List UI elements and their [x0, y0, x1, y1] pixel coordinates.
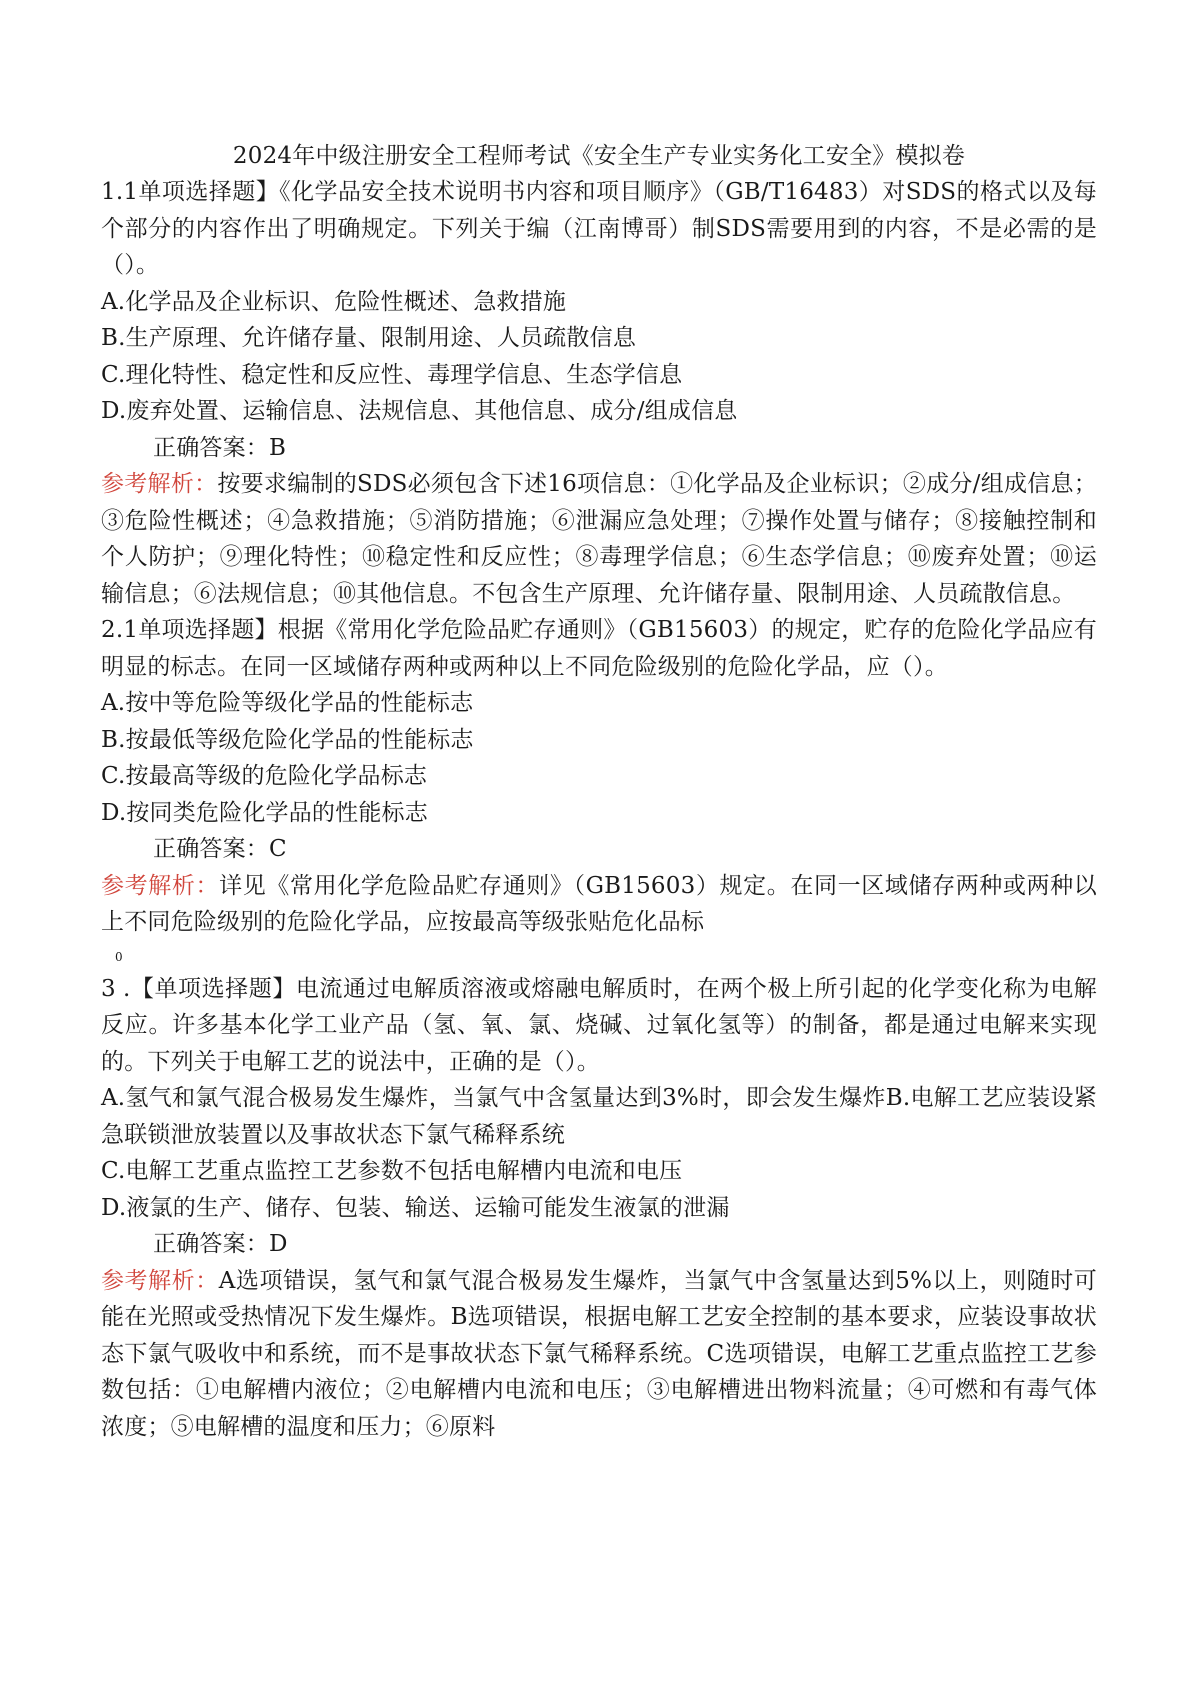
option-c: C.理化特性、稳定性和反应性、毒理学信息、生态学信息: [101, 361, 683, 388]
analysis: [101, 868, 1097, 941]
analysis: [101, 466, 1097, 612]
question-stem: 2.1单项选择题】根据《常用化学危险品贮存通则》（GB15603）的规定，贮存的危险化学品应有明显的标志。在同一区域储存两种或两种以上不同危险级别的危险化学品，应（）。: [101, 617, 1097, 680]
option-d: D.废弃处置、运输信息、法规信息、其他信息、成分/组成信息: [101, 398, 738, 424]
question-stem-text: .【单项选择题】电流通过电解质溶液或熔融电解质时，在两个极上所引起的化学变化称为电解反应。许多基本化学工业产品（氢、氧、氯、烧碱、过氧化氢等）的制备，都是通过电解来实现的。下列关于电解工艺的说法中，正确的是（）。: [101, 975, 1097, 1075]
analysis-text: 详见《常用化学危险品贮存通则》（GB15603）规定。在同一区域储存两种或两种以上不同危险级别的危险化学品，应按最高等级张贴危化品标: [101, 872, 1098, 935]
analysis-label: 参考解析：: [101, 872, 220, 899]
option-c: C.电解工艺重点监控工艺参数不包括电解槽内电流和电压: [101, 1158, 683, 1184]
document-title: 2024年中级注册安全工程师考试《安全生产专业实务化工安全》模拟卷: [232, 143, 966, 169]
option-d: D.液氯的生产、储存、包装、输送、运输可能发生液氯的泄漏: [101, 1194, 730, 1221]
analysis: [101, 1263, 1097, 1446]
question-1: [101, 174, 1097, 612]
question-number-wrap: [101, 949, 123, 1008]
question-3: [101, 949, 1098, 1446]
option-a: A.化学品及企业标识、危险性概述、急救措施: [101, 288, 567, 315]
correct-answer: 正确答案：C: [153, 836, 287, 862]
analysis-label: 参考解析：: [101, 471, 218, 497]
question-stem: 1.1单项选择题】《化学品安全技术说明书内容和项目顺序》（GB/T16483）对SDS的格式以及每个部分的内容作出了明确规定。下列关于编（江南博哥）制SDS需要用到的内容，不是必需的是（）。: [101, 179, 1097, 278]
option-a: A.按中等危险等级化学品的性能标志: [101, 690, 474, 716]
question-2: [101, 612, 1097, 941]
correct-answer: 正确答案：B: [153, 434, 287, 461]
spacer: [101, 941, 1097, 971]
analysis-text: 按要求编制的SDS必须包含下述16项信息：①化学品及企业标识；②成分/组成信息；③危险性概述；④急救措施；⑤消防措施；⑥泄漏应急处理；⑦操作处置与储存；⑧接触控制和个人防护；⑨理化特性；⑩稳定性和反应性；⑧毒理学信息；⑥生态学信息；⑩废弃处置；⑩运输信息；⑥法规信息；⑩其他信息。不包含生产原理、允许储存量、限制用途、人员疏散信息。: [101, 471, 1098, 607]
question-stem: [101, 949, 1097, 1081]
option-d: D.按同类危险化学品的性能标志: [101, 799, 428, 826]
option-b: B.按最低等级危险化学品的性能标志: [101, 726, 474, 753]
question-number-superscript: 0: [115, 949, 123, 964]
question-number: 3: [101, 975, 116, 1002]
option-b: B.生产原理、允许储存量、限制用途、人员疏散信息: [101, 325, 637, 351]
correct-answer: 正确答案：D: [153, 1231, 288, 1257]
option-a-b: A.氢气和氯气混合极易发生爆炸，当氯气中含氢量达到3%时，即会发生爆炸B.电解工艺应装设紧急联锁泄放装置以及事故状态下氯气稀释系统: [101, 1085, 1097, 1148]
analysis-label: 参考解析：: [101, 1267, 219, 1294]
document-page: [101, 138, 1097, 1445]
analysis-text: A选项错误，氢气和氯气混合极易发生爆炸，当氯气中含氢量达到5%以上，则随时可能在光照或受热情况下发生爆炸。B选项错误，根据电解工艺安全控制的基本要求，应装设事故状态下氯气吸收中和系统，而不是事故状态下氯气稀释系统。C选项错误，电解工艺重点监控工艺参数包括：①电解槽内液位；②电解槽内电流和电压；③电解槽进出物料流量；④可燃和有毒气体浓度；⑤电解槽的温度和压力；⑥原料: [101, 1267, 1098, 1440]
option-c: C.按最高等级的危险化学品标志: [101, 763, 428, 789]
